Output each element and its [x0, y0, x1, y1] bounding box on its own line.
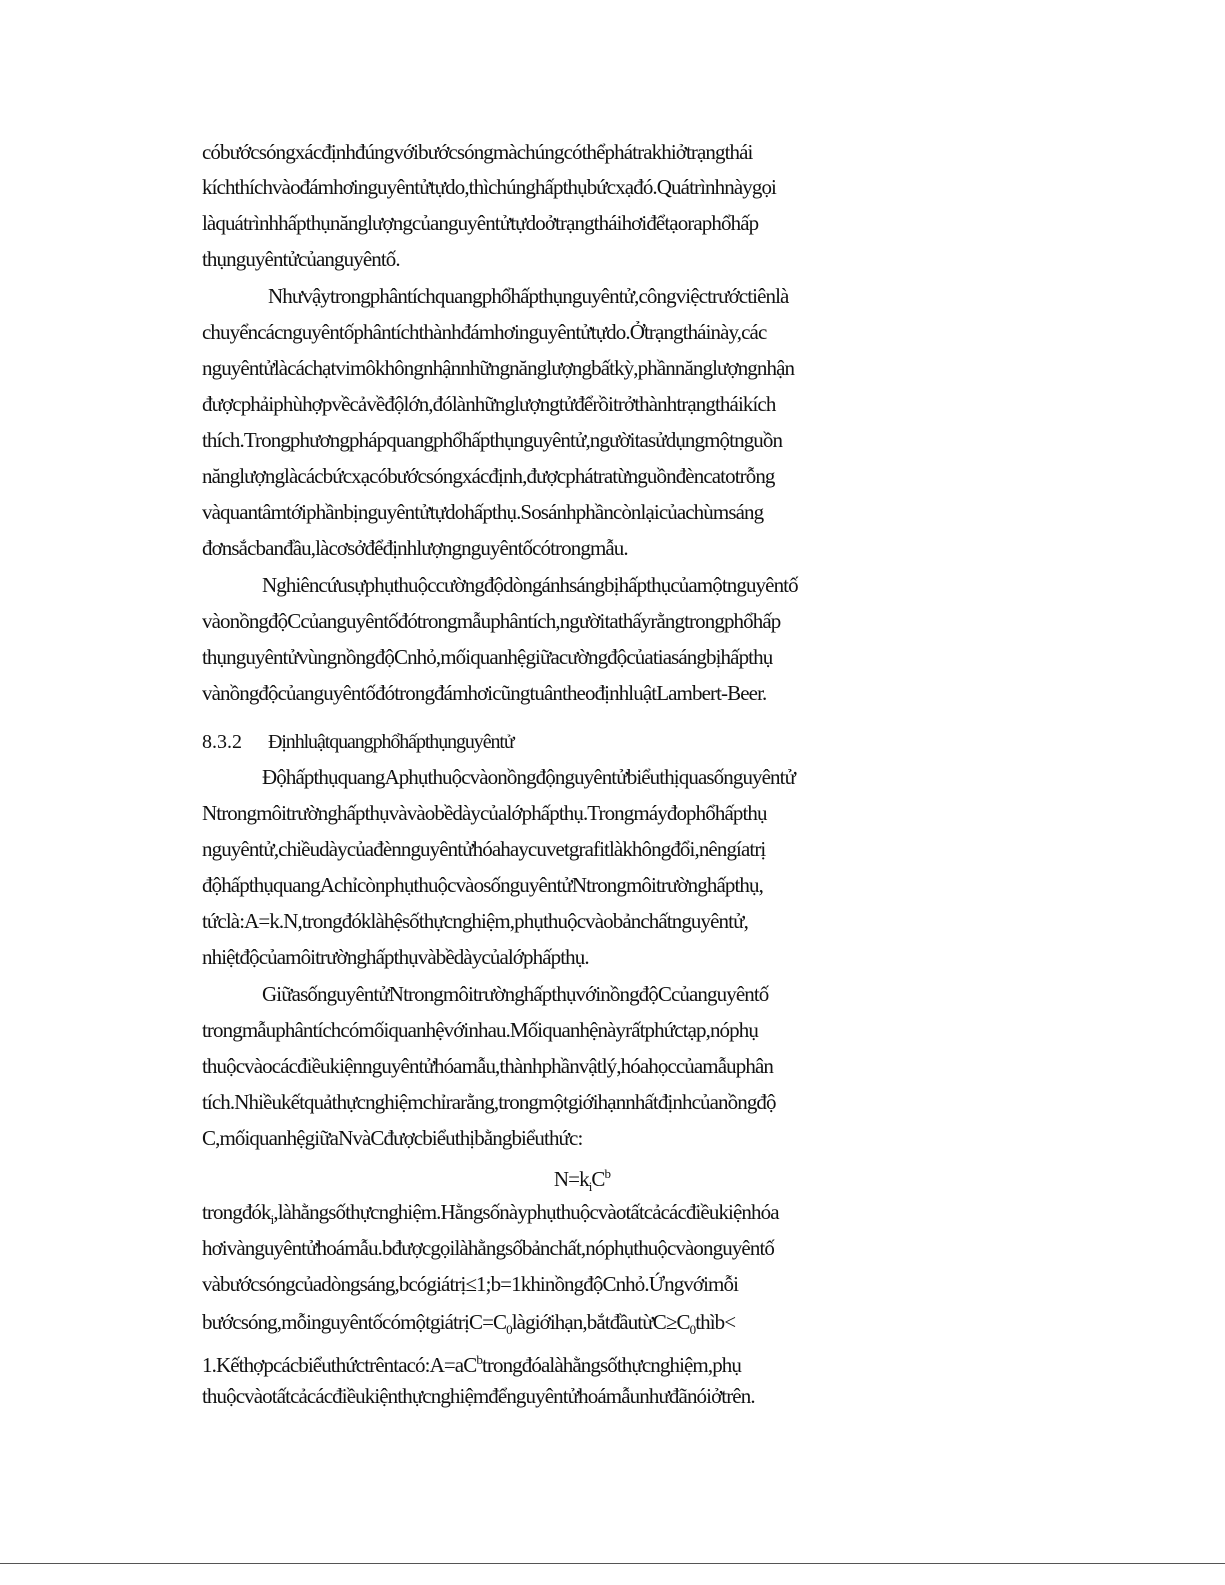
text-line: vàonồngđộCcủanguyêntốđótrongmẫuphântích,ngườitathấyrằngtrongphổhấp [202, 609, 781, 633]
text-line: chuyểncácnguyêntốphântíchthànhđámhơinguyêntửtựdo.Ởtrạngtháinày,các [202, 320, 767, 344]
text-run: thìb< [695, 1310, 736, 1334]
text-line: thuộcvàocácđiềukiệnnguyêntửhóamẫu,thànhphầnvậtlý,hóahọccủamẫuphân [202, 1054, 773, 1078]
text-line: vànồngđộcủanguyêntốđótrongđámhơicũngtuântheođịnhluậtLambert-Beer. [202, 681, 767, 705]
text-line: hơivànguyêntửhoámẫu.bđượcgọilàhằngsốbảnchất,nóphụthuộcvàonguyêntố [202, 1236, 774, 1260]
text-line: nguyêntử,chiềudàycủađènnguyêntửhóahaycuvetgrafitlàkhôngđổi,nêngíatrị [202, 837, 766, 861]
page-bottom-rule [0, 1563, 1225, 1564]
text-run: ,làhằngsốthựcnghiệm.Hằngsốnàyphụthuộcvàotấtcảcácđiềukiệnhóa [273, 1200, 779, 1224]
section-number: 8.3.2 [202, 731, 242, 753]
subscript: 0 [689, 1322, 696, 1338]
section-title: Địnhluậtquangphổhấpthụnguyêntử [268, 731, 514, 753]
text-line: đượcphảiphùhợpvềcảvềđộlớn,đólànhữnglượngtửđểrồitrởthànhtrạngtháikích [202, 392, 776, 416]
text-line: tích.Nhiềukếtquảthựcnghiệmchỉrarằng,trongmộtgiớihạnnhấtđịnhcủanồngđộ [202, 1090, 776, 1114]
text-run: làgiớihạn,bắtđầutừC≥C [511, 1310, 690, 1334]
text-run: 1.Kếthợpcácbiểuthứctrêntacó:A=aC [202, 1353, 477, 1377]
text-line: Nhưvậytrongphântíchquangphổhấpthụnguyêntử,côngviệctrướctiênlà [268, 284, 789, 308]
text-line [202, 1345, 962, 1380]
text-line: vàquantâmtớiphầnbịnguyêntửtựdohấpthụ.Sosánhphầncònlạicủachùmsáng [202, 500, 764, 524]
text-line: thụnguyêntửvùngnồngđộCnhỏ,mốiquanhệgiữacườngđộcủatiasángbịhấpthụ [202, 645, 773, 669]
text-line: thuộcvàotấtcảcácđiềukiệnthựcnghiệmđểnguyêntửhoámẫunhưđãnóiởtrên. [202, 1384, 755, 1408]
text-line: đơnsắcbanđầu,làcơsởđểđịnhlượngnguyêntốcótrongmẫu. [202, 536, 628, 560]
section-heading [202, 728, 514, 756]
text-line: ĐộhấpthụquangAphụthuộcvàonồngđộnguyêntửbiểuthịquasốnguyêntử [262, 765, 796, 789]
subscript: 0 [506, 1322, 512, 1338]
text-line: GiữasốnguyêntửNtrongmôitrườnghấpthụvớinồngđộCcủanguyêntố [262, 982, 769, 1006]
text-line: thụnguyêntửcủanguyêntố. [202, 247, 400, 271]
formula-lhs: N=k [553, 1167, 589, 1191]
text-line: cóbướcsóngxácđịnhđúngvớibướcsóngmàchúngcóthểphátrakhiởtrạngthái [202, 140, 753, 164]
text-line: Ntrongmôitrườnghấpthụvàvàobềdàycủalớphấpthụ.Trongmáyđophổhấpthụ [202, 801, 767, 825]
formula-base: C [591, 1167, 605, 1191]
text-line: Nghiêncứusựphụthuộccườngđộdòngánhsángbịhấpthụcủamộtnguyêntố [262, 573, 798, 597]
text-line: nguyêntửlàcáchạtvimôkhôngnhậnnhữngnănglượngbấtkỳ,phầnnănglượngnhận [202, 356, 795, 380]
text-line: làquátrìnhhấpthụnănglượngcủanguyêntửtựdoởtrạngtháihơiđểtạoraphổhấp [202, 211, 759, 235]
text-line: nhiệtđộcủamôitrườnghấpthụvàbềdàycủalớphấpthụ. [202, 945, 589, 969]
text-line: vàbướcsóngcủadòngsáng,bcógiátrị≤1;b=1khinồngđộCnhỏ.Ứngvớimỗi [202, 1272, 739, 1296]
text-line: tứclà:A=k.N,trongđóklàhệsốthựcnghiệm,phụthuộcvàobảnchấtnguyêntử, [202, 909, 748, 933]
superscript: b [476, 1352, 482, 1367]
text-line: trongmẫuphântíchcómốiquanhệvớinhau.Mốiquanhệnàyrấtphứctạp,nóphụ [202, 1018, 758, 1042]
text-run: trongđók [202, 1200, 271, 1224]
text-run: trongđóalàhằngsốthựcnghiệm,phụ [481, 1353, 742, 1377]
formula-subscript: i [588, 1179, 592, 1195]
text-line: C,mốiquanhệgiữaNvàCđượcbiểuthịbằngbiểuthức: [202, 1126, 583, 1150]
text-line: độhấpthụquangAchỉcònphụthuộcvàosốnguyêntửNtrongmôitrườnghấpthụ, [202, 873, 763, 897]
text-run: bướcsóng,mỗinguyêntốcómộtgiátrịC=C [202, 1310, 507, 1334]
text-line: thích.Trongphươngphápquangphổhấpthụnguyêntử,ngườitasửdụngmộtnguồn [202, 428, 783, 452]
text-line [202, 1307, 962, 1345]
formula [202, 1159, 962, 1202]
subscript: i [270, 1212, 274, 1228]
text-line: kíchthíchvàođámhơinguyêntửtựdo,thìchúnghấpthụbứcxạđó.Quátrìnhnàygọi [202, 175, 776, 199]
text-line [202, 1197, 962, 1235]
formula-superscript: b [604, 1166, 611, 1181]
text-line: nănglượnglàcácbứcxạcóbướcsóngxácđịnh,đượcphátratừnguồnđèncatotrỗng [202, 464, 775, 488]
